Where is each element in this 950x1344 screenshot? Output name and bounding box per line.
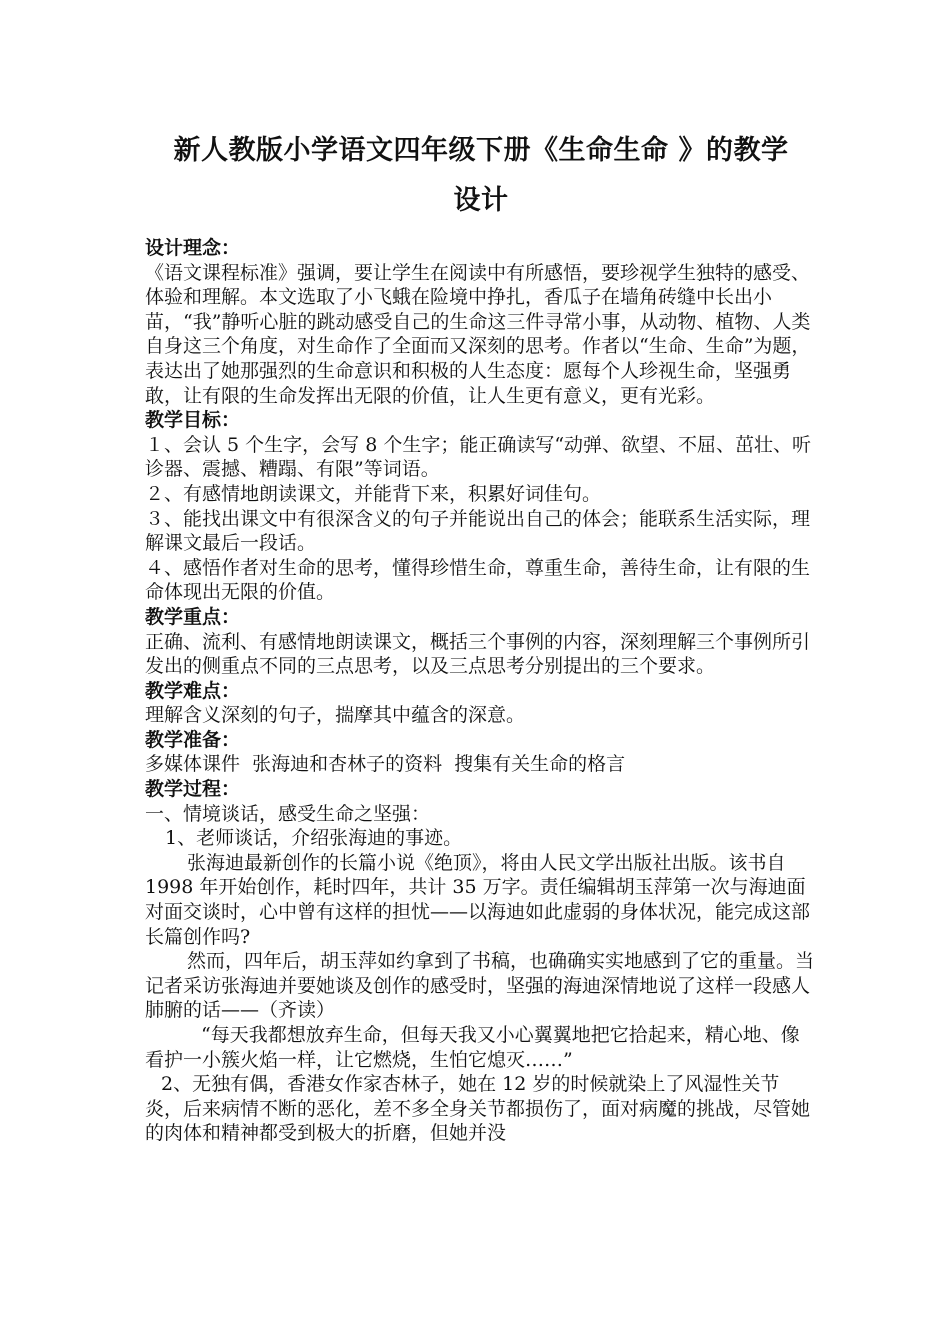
goal-item-4: ４、感悟作者对生命的思考，懂得珍惜生命，尊重生命，善待生命，让有限的生命体现出无限的价值。 bbox=[145, 556, 811, 604]
goals-heading: 教学目标： bbox=[145, 409, 241, 432]
goal-item-2: ２、有感情地朗读课文，并能背下来，积累好词佳句。 bbox=[145, 482, 602, 505]
prep-text: 多媒体课件 张海迪和杏林子的资料 搜集有关生命的格言 bbox=[145, 753, 626, 776]
concept-text: 《语文课程标准》强调，要让学生在阅读中有所感悟，要珍视学生独特的感受、体验和理解。本文选取了小飞蛾在险境中挣扎，香瓜子在墙角砖缝中长出小苗，“我”静听心脏的跳动感受自己的生命这三件寻常小事，从动物、植物、人类自身这三个角度，对生命作了全面而又深刻的思考。作者以“生命、生命”为题，表达出了她那强烈的生命意识和积极的人生态度：愿每个人珍视生命，坚强勇敢，让有限的生命发挥出无限的价值，让人生更有意义，更有光彩。 bbox=[145, 261, 811, 407]
process-step-1: 一、情境谈话，感受生命之坚强： bbox=[145, 802, 431, 825]
title-line-2: 设计 bbox=[453, 185, 509, 216]
document-body bbox=[145, 236, 817, 1146]
key-text: 正确、流利、有感情地朗读课文，概括三个事例的内容，深刻理解三个事例所引发出的侧重点不同的三点思考，以及三点思考分别提出的三个要求。 bbox=[145, 630, 811, 678]
goal-item-1: １、会认 5 个生字，会写 8 个生字；能正确读写“动弹、欲望、不屈、茁壮、听诊器、震撼、糟蹋、有限”等词语。 bbox=[145, 433, 812, 481]
concept-heading: 设计理念： bbox=[145, 237, 241, 259]
process-heading: 教学过程： bbox=[145, 778, 241, 801]
process-para-2: 然而，四年后，胡玉萍如约拿到了书稿，也确确实实地感到了它的重量。当记者采访张海迪并要她谈及创作的感受时，坚强的海迪深情地说了这样一段感人肺腑的话——（齐读） bbox=[145, 950, 815, 1022]
process-para-1: 张海迪最新创作的长篇小说《绝顶》，将由人民文学出版社出版。该书自 1998 年开始创作，耗时四年，共计 35 万字。责任编辑胡玉萍第一次与海迪面对面交谈时，心中曾有这样的担忧——以海迪如此虚弱的身体状况，能完成这部长篇创作吗? bbox=[145, 851, 811, 948]
process-sub-1: 1、老师谈话，介绍张海迪的事迹。 bbox=[165, 827, 463, 850]
document-title bbox=[145, 126, 817, 226]
process-sub-2: 2、无独有偶，香港女作家杏林子，她在 12 岁的时候就染上了风湿性关节炎，后来病情不断的恶化，差不多全身关节都损伤了，面对病魔的挑战，尽管她的肉体和精神都受到极大的折磨，但她并没 bbox=[145, 1073, 811, 1145]
key-heading: 教学重点： bbox=[145, 605, 241, 628]
document-page bbox=[145, 126, 817, 1146]
difficulty-heading: 教学难点： bbox=[145, 679, 241, 702]
title-line-1: 新人教版小学语文四年级下册《生命生命 》的教学 bbox=[173, 135, 789, 166]
process-quote: “每天我都想放弃生命，但每天我又小心翼翼地把它拾起来，精心地、像看护一小簇火焰一样，让它燃烧，生怕它熄灭……” bbox=[145, 1024, 800, 1071]
prep-heading: 教学准备： bbox=[145, 728, 241, 751]
difficulty-text: 理解含义深刻的句子，揣摩其中蕴含的深意。 bbox=[145, 704, 526, 727]
goal-item-3: ３、能找出课文中有很深含义的句子并能说出自己的体会；能联系生活实际，理解课文最后一段话。 bbox=[145, 507, 811, 555]
